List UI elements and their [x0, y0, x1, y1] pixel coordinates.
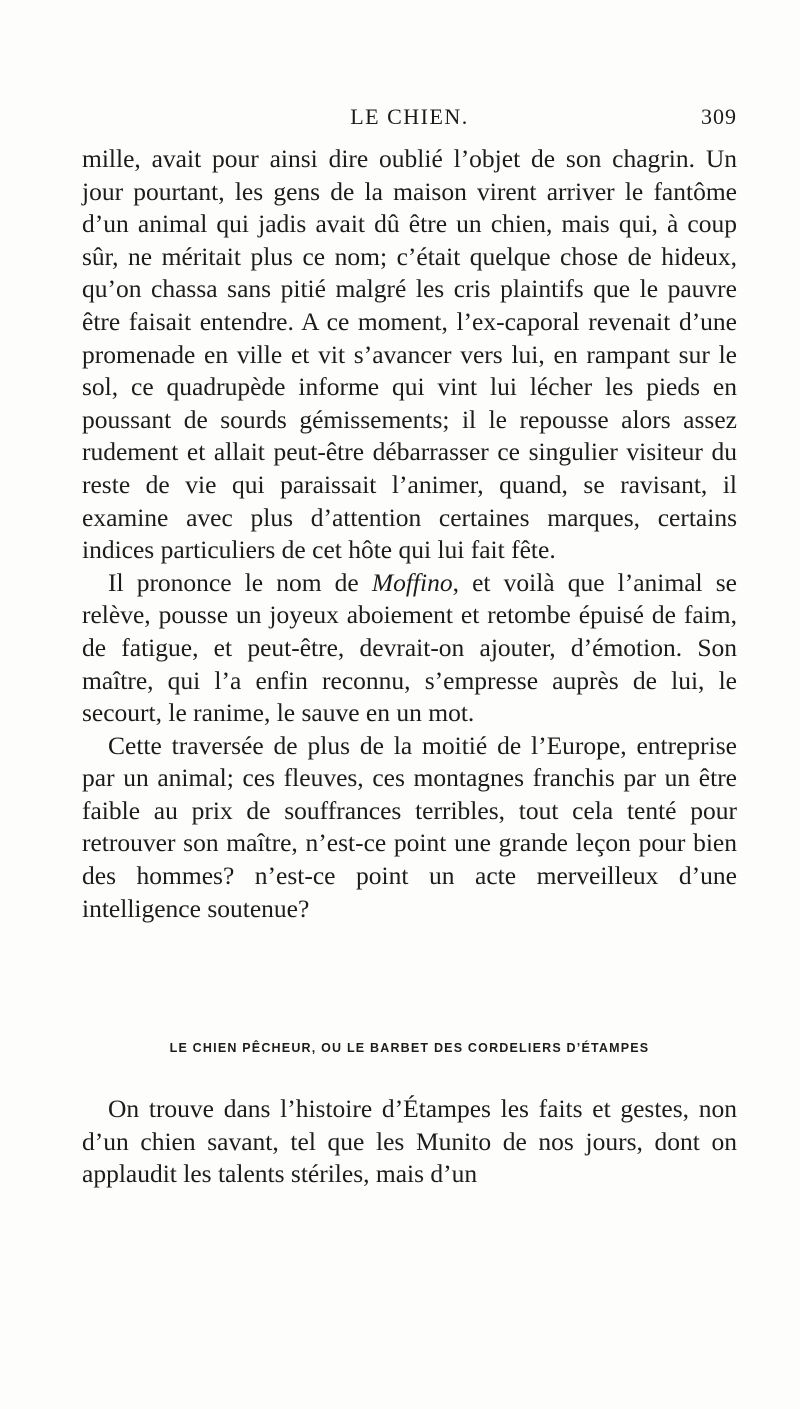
running-head: [82, 104, 737, 140]
dog-name: Moffino: [371, 567, 453, 597]
section-text: [82, 1093, 737, 1191]
paragraph-traversal: Cette traversée de plus de la moitié de l’Europe, entreprise par un animal; ces fleuves, ces montagnes franchis par un être faible au prix de souffrances terribles, tout cela tenté pour retrouver son maître, n’est-ce point une grande leçon pour bien des hommes? n’est-ce point un acte merveilleux d’une intelligence soutenue?: [82, 730, 737, 923]
paragraph-continuation: mille, avait pour ainsi dire oublié l’objet de son chagrin. Un jour pourtant, les gens de la maison virent arriver le fantôme d’un animal qui jadis avait dû être un chien, mais qui, à coup sûr, ne méritait plus ce nom; c’était quelque chose de hideux, qu’on chassa sans pitié malgré les cris plaintifs que le pauvre être faisait entendre. A ce moment, l’ex-caporal revenait d’une promenade en ville et vit s’avancer vers lui, en rampant sur le sol, ce quadrupède informe qui vint lui lécher les pieds en poussant de sourds gémissements; il le repousse alors assez rudement et allait peut-être débarrasser ce singulier visiteur du reste de vie qui paraissait l’animer, quand, se ravisant, il examine avec plus d’attention certaines marques, certains indices particuliers de cet hôte qui lui fait fête.: [82, 144, 737, 565]
paragraph-moffino: [82, 567, 737, 730]
section-heading: LE CHIEN PÊCHEUR, OU LE BARBET DES CORDELIERS D’ÉTAMPES: [169, 1041, 650, 1055]
body-text: [82, 143, 737, 925]
paragraph-etampes: On trouve dans l’histoire d’Étampes les faits et gestes, non d’un chien savant, tel que les Munito de nos jours, dont on applaudit les talents stériles, mais d’un: [82, 1094, 737, 1189]
running-title: LE CHIEN.: [350, 104, 469, 129]
paragraph-moffino-start: Il prononce le nom de: [108, 567, 372, 597]
page-number: 309: [701, 104, 737, 129]
paragraph-moffino-rest: , et voilà que l’animal se relève, pousse un joyeux aboiement et retombe épuisé de faim, de fatigue, et peut-être, devrait-on ajouter, d’émotion. Son maître, qui l’a enfin reconnu, s’empresse auprès de lui, le secourt, le ranime, le sauve en un mot.: [82, 567, 737, 728]
